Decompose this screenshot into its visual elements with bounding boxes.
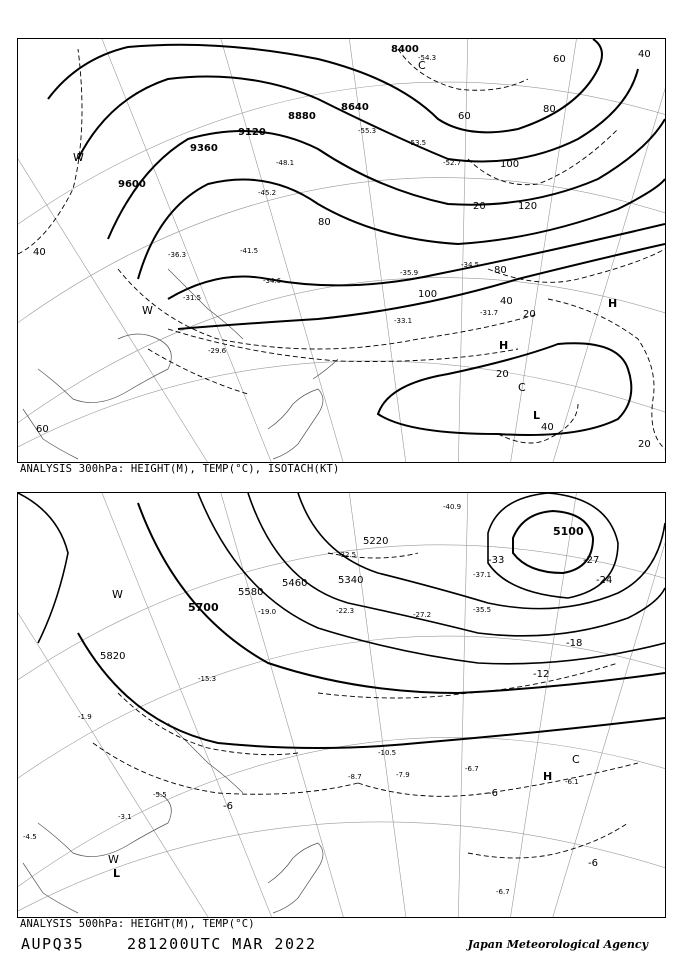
- height-label: 5580: [238, 587, 264, 598]
- height-label: 9600: [118, 179, 146, 190]
- isotach-label: 100: [418, 289, 438, 300]
- isotach-label: 40: [638, 49, 651, 60]
- height-contours: [48, 39, 665, 435]
- warm-center-marker: W: [142, 304, 153, 317]
- isotach-label: 40: [541, 422, 554, 433]
- isotach-label: 40: [33, 247, 46, 258]
- station-value: -6.1: [565, 778, 579, 786]
- station-value: -22.3: [336, 607, 355, 615]
- station-value: -27.2: [413, 611, 432, 619]
- temp-label: -55.3: [358, 127, 377, 135]
- dashed-isolines: [93, 553, 638, 858]
- valid-time: 281200UTC MAR 2022: [127, 935, 317, 953]
- station-value: -10.5: [378, 749, 397, 757]
- high-center-marker: H: [543, 770, 553, 783]
- height-label: 5460: [282, 578, 308, 589]
- panel-caption-500hpa: ANALYSIS 500hPa: HEIGHT(M), TEMP(°C): [20, 918, 255, 930]
- temp-label: -52.7: [443, 159, 462, 167]
- temp-label: -34.5: [461, 261, 480, 269]
- agency-credit: Japan Meteorological Agency: [467, 938, 648, 951]
- temp-label: -24: [596, 575, 613, 586]
- isotach-label: 80: [543, 104, 556, 115]
- temp-label: -33.1: [394, 317, 413, 325]
- high-center-marker: H: [608, 297, 618, 310]
- station-value: -6.7: [496, 888, 510, 896]
- station-value: -7.9: [396, 771, 410, 779]
- station-value: -15.3: [198, 675, 217, 683]
- station-value: -6.7: [465, 765, 479, 773]
- height-label: 5340: [338, 575, 364, 586]
- temp-label: -12: [533, 669, 550, 680]
- temp-label: -54.3: [418, 54, 437, 62]
- height-label: 8640: [341, 102, 369, 113]
- height-label: 8400: [391, 44, 419, 55]
- isotach-label: 100: [500, 159, 520, 170]
- isotach-label: 20: [638, 439, 651, 450]
- isotach-label: 60: [36, 424, 49, 435]
- station-value: -32.5: [338, 551, 357, 559]
- low-center-marker: L: [533, 409, 541, 422]
- station-value: -1.9: [78, 713, 92, 721]
- isotach-label: 40: [500, 296, 513, 307]
- station-value: -5.5: [153, 791, 167, 799]
- temp-label: -41.5: [240, 247, 259, 255]
- temp-label: -53.5: [408, 139, 427, 147]
- temp-label: -33: [488, 555, 505, 566]
- isotach-label: 120: [518, 201, 538, 212]
- isotach-label: 20: [473, 201, 486, 212]
- map-panel-300hpa: [17, 38, 666, 463]
- temp-label: -6: [588, 858, 598, 869]
- temp-label: -27: [583, 555, 600, 566]
- station-value: -35.5: [473, 606, 492, 614]
- station-value: -3.1: [118, 813, 132, 821]
- isotach-label: 20: [496, 369, 509, 380]
- station-value: -8.7: [348, 773, 362, 781]
- cold-center-marker: C: [518, 381, 526, 394]
- station-value: -37.1: [473, 571, 492, 579]
- warm-center-marker: W: [73, 151, 84, 164]
- temp-label: -18: [566, 638, 583, 649]
- height-label: 9120: [238, 127, 266, 138]
- station-value: -4.5: [23, 833, 37, 841]
- station-value: -40.9: [443, 503, 462, 511]
- low-center-marker: L: [113, 867, 121, 880]
- coastline: [23, 723, 323, 913]
- map-panel-500hpa: [17, 492, 666, 918]
- temp-label: -31.7: [480, 309, 499, 317]
- isotach-label: 20: [523, 309, 536, 320]
- height-label: 8880: [288, 111, 316, 122]
- high-center-marker: H: [499, 339, 509, 352]
- cold-center-marker: C: [572, 753, 580, 766]
- height-label: 9360: [190, 143, 218, 154]
- temp-label: -31.5: [183, 294, 202, 302]
- height-label: 5100: [553, 525, 584, 538]
- isotach-label: 60: [458, 111, 471, 122]
- temp-label: -6: [488, 788, 498, 799]
- cold-center-marker: C: [418, 59, 426, 72]
- isotach-label: 80: [318, 217, 331, 228]
- chart-id: AUPQ35: [21, 935, 85, 953]
- height-label: 5700: [188, 601, 219, 614]
- temp-label: -48.1: [276, 159, 295, 167]
- coastline: [23, 269, 338, 459]
- station-value: -19.0: [258, 608, 277, 616]
- panel-caption-300hpa: ANALYSIS 300hPa: HEIGHT(M), TEMP(°C), ISOTACH(KT): [20, 463, 340, 475]
- temp-label: -34.6: [263, 277, 282, 285]
- height-label: 5820: [100, 651, 126, 662]
- temp-label: -6: [223, 801, 233, 812]
- temp-label: -29.6: [208, 347, 227, 355]
- temp-label: -36.3: [168, 251, 187, 259]
- temp-label: -35.9: [400, 269, 419, 277]
- isotach-label: 80: [494, 265, 507, 276]
- temp-label: -45.2: [258, 189, 277, 197]
- warm-center-marker: W: [108, 853, 119, 866]
- height-label: 5220: [363, 536, 389, 547]
- isotach-label: 60: [553, 54, 566, 65]
- warm-center-marker: W: [112, 588, 123, 601]
